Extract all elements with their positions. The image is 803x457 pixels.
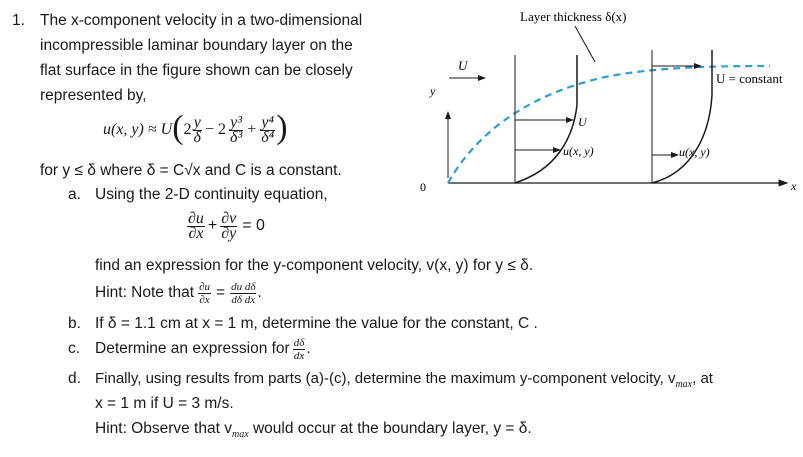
cont-rhs: = 0: [242, 217, 265, 234]
profile1-curve: [515, 55, 577, 183]
intro-line-3: flat surface in the figure shown can be closely: [40, 62, 353, 79]
part-d-line1: Finally, using results from parts (a)-(c), determine the maximum y-component velocity, $v_{max}$, at: [95, 370, 713, 390]
cont-frac-1: $\frac{\partial u}{\partial x}$: [188, 209, 204, 242]
part-a-hint: [95, 278, 262, 308]
problem-number: 1.: [12, 12, 25, 29]
hint-equals: =: [216, 284, 226, 301]
part-d-hint: Hint: Observe that $v_{max}$ would occur at the boundary layer, y = δ.: [95, 420, 532, 441]
eq-minus: − 2: [204, 121, 226, 138]
fig-profile2-label: u(x, y): [679, 145, 710, 159]
part-c-frac: $\frac{d\delta}{dx}$: [293, 336, 305, 362]
cont-plus: +: [207, 217, 218, 234]
intro-line-4: represented by,: [40, 87, 147, 104]
part-b-text: If δ = 1.1 cm at x = 1 m, determine the value for the constant, C .: [95, 315, 538, 332]
hint-frac-1: $\frac{\partial u}{\partial x}$: [199, 280, 211, 306]
title-leader-line: [575, 26, 595, 62]
profile2-curve: [652, 50, 712, 183]
hint-prefix: Hint: Note that: [95, 284, 195, 301]
intro-line-2: incompressible laminar boundary layer on the: [40, 37, 353, 54]
continuity-equation: [186, 206, 265, 246]
part-c-label: c.: [68, 340, 81, 357]
fig-u-mid: U: [578, 115, 587, 129]
part-d-line2: x = 1 m if U = 3 m/s.: [95, 395, 234, 412]
part-d-label: d.: [68, 370, 81, 387]
velocity-equation: [103, 106, 288, 154]
part-a-text: Using the 2-D continuity equation,: [95, 186, 328, 203]
eq-frac-3: $\frac{\text{y⁴}}{\text{δ⁴}}$: [261, 113, 275, 146]
fig-origin: 0: [420, 180, 426, 194]
part-a-find: find an expression for the y-component velocity, v(x, y) for y ≤ δ.: [95, 257, 534, 274]
part-c: [95, 333, 311, 365]
eq-close-paren: ): [276, 109, 288, 146]
part-c-text: Determine an expression for: [95, 340, 290, 357]
hint-frac-2: $\frac{\text{du dδ}}{\text{dδ dx}}$: [231, 280, 256, 306]
eq-term1: 2: [183, 121, 192, 138]
fig-x-label: x: [791, 179, 797, 193]
eq-frac-1: $\frac{y}{\delta}$: [193, 113, 201, 146]
boundary-layer-figure: [405, 0, 803, 205]
fig-u-constant: U = constant: [716, 71, 783, 86]
part-c-end: .: [306, 340, 311, 357]
eq-lhs: u(x, y) ≈ U: [103, 121, 173, 138]
cont-frac-2: $\frac{\partial v}{\partial y}$: [221, 209, 237, 242]
part-b-label: b.: [68, 315, 81, 332]
fig-title: Layer thickness δ(x): [520, 9, 627, 24]
intro-line-1: The x-component velocity in a two-dimensional: [40, 12, 363, 29]
fig-u-free: U: [458, 58, 468, 73]
eq-frac-2: $\frac{\text{y³}}{\text{δ³}}$: [230, 113, 243, 146]
fig-y-label: y: [430, 84, 436, 98]
hint-end: .: [257, 284, 262, 301]
condition-text: for y ≤ δ where δ = C√x and C is a constant.: [40, 162, 342, 179]
part-a-label: a.: [68, 186, 81, 203]
eq-plus: +: [247, 121, 257, 138]
eq-open-paren: (: [172, 109, 184, 146]
fig-profile1-label: u(x, y): [563, 144, 594, 158]
